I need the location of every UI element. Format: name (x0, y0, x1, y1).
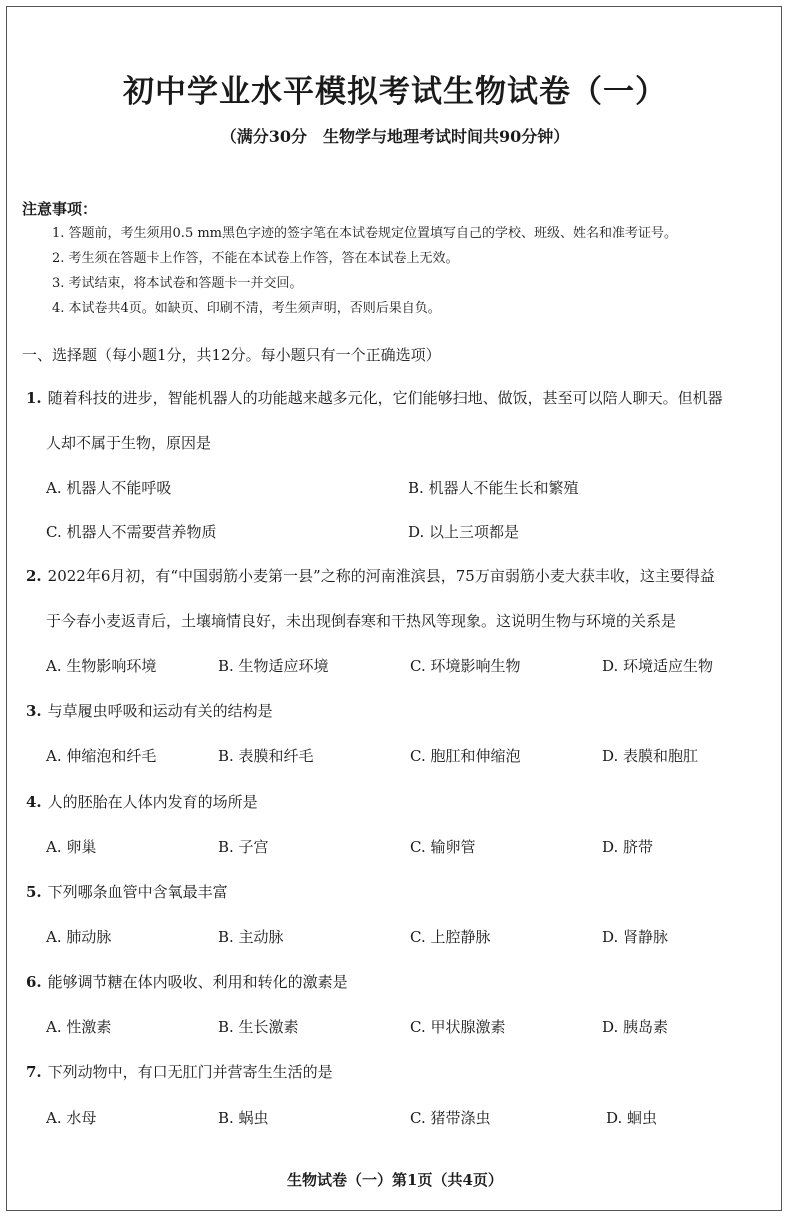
question-number: 2. (26, 567, 42, 585)
option-b: B. 生长激素 (218, 1018, 299, 1036)
question-1 (26, 387, 723, 408)
section-heading: 一、选择题（每小题1分，共12分。每小题只有一个正确选项） (22, 346, 441, 364)
option-d: D. 肾静脉 (602, 928, 669, 946)
question-7 (26, 1061, 333, 1082)
option-a: A. 水母 (46, 1109, 97, 1127)
question-number: 7. (26, 1063, 42, 1081)
option-c: C. 上腔静脉 (410, 928, 491, 946)
option-d: D. 环境适应生物 (602, 657, 714, 675)
question-text: 下列动物中，有口无肛门并营寄生生活的是 (47, 1063, 333, 1081)
option-d: D. 以上三项都是 (408, 523, 520, 541)
question-5 (26, 881, 228, 902)
question-number: 3. (26, 702, 42, 720)
option-b: B. 蜗虫 (218, 1109, 269, 1127)
question-number: 5. (26, 883, 42, 901)
notice-item: 4. 本试卷共4页。如缺页、印刷不清，考生须声明，否则后果自负。 (52, 301, 441, 316)
option-b: B. 子宫 (218, 838, 269, 856)
option-a: A. 机器人不能呼吸 (46, 479, 172, 497)
page-footer: 生物试卷（一）第1页（共4页） (287, 1171, 503, 1189)
option-b: B. 表膜和纤毛 (218, 747, 314, 765)
option-d: D. 表膜和胞肛 (602, 747, 699, 765)
option-b: B. 机器人不能生长和繁殖 (408, 479, 579, 497)
question-text-cont: 人却不属于生物，原因是 (46, 434, 212, 452)
page-subtitle: （满分30分 生物学与地理考试时间共90分钟） (220, 127, 570, 146)
option-d: D. 蛔虫 (606, 1109, 658, 1127)
option-a: A. 生物影响环境 (46, 657, 157, 675)
option-c: C. 环境影响生物 (410, 657, 521, 675)
option-c: C. 胞肛和伸缩泡 (410, 747, 521, 765)
question-2 (26, 565, 715, 586)
option-c: C. 输卵管 (410, 838, 476, 856)
question-text: 2022年6月初，有“中国弱筋小麦第一县”之称的河南淮滨县，75万亩弱筋小麦大获丰收，这主要得益 (47, 567, 715, 585)
notice-item: 1. 答题前，考生须用0.5 mm黑色字迹的签字笔在本试卷规定位置填写自己的学校、班级、姓名和准考证号。 (52, 226, 677, 241)
question-number: 6. (26, 973, 42, 991)
page-title: 初中学业水平模拟考试生物试卷（一） (123, 74, 667, 110)
question-3 (26, 700, 273, 721)
question-6 (26, 971, 348, 992)
option-a: A. 肺动脉 (46, 928, 112, 946)
notice-heading: 注意事项： (22, 200, 98, 218)
question-4 (26, 791, 258, 812)
question-text: 下列哪条血管中含氧最丰富 (47, 883, 228, 901)
option-a: A. 卵巢 (46, 838, 97, 856)
notice-item: 2. 考生须在答题卡上作答，不能在本试卷上作答，答在本试卷上无效。 (52, 251, 459, 266)
question-number: 1. (26, 389, 42, 407)
option-a: A. 性激素 (46, 1018, 112, 1036)
option-a: A. 伸缩泡和纤毛 (46, 747, 157, 765)
option-b: B. 主动脉 (218, 928, 284, 946)
question-text: 与草履虫呼吸和运动有关的结构是 (47, 702, 273, 720)
option-b: B. 生物适应环境 (218, 657, 329, 675)
option-d: D. 胰岛素 (602, 1018, 669, 1036)
option-c: C. 机器人不需要营养物质 (46, 523, 217, 541)
notice-item: 3. 考试结束，将本试卷和答题卡一并交回。 (52, 276, 303, 291)
option-c: C. 甲状腺激素 (410, 1018, 506, 1036)
question-number: 4. (26, 793, 42, 811)
option-c: C. 猪带涤虫 (410, 1109, 491, 1127)
question-text: 能够调节糖在体内吸收、利用和转化的激素是 (47, 973, 348, 991)
question-text: 人的胚胎在人体内发育的场所是 (47, 793, 258, 811)
question-text-cont: 于今春小麦返青后，土壤墒情良好，未出现倒春寒和干热风等现象。这说明生物与环境的关系是 (46, 612, 677, 630)
question-text: 随着科技的进步，智能机器人的功能越来越多元化，它们能够扫地、做饭，甚至可以陪人聊天。但机器 (47, 389, 723, 407)
option-d: D. 脐带 (602, 838, 654, 856)
